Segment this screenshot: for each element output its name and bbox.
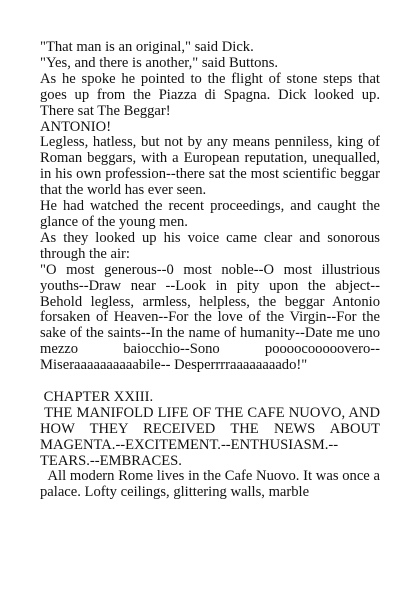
paragraph-watched: He had watched the recent proceedings, and caught the glance of the young men. bbox=[40, 198, 380, 230]
paragraph-legless: Legless, hatless, but not by any means penniless, king of Roman beggars, with a European reputation, unequalled, in his own profession--there sat the most scientific beggar that the world has ever seen. bbox=[40, 134, 380, 199]
document-page bbox=[40, 39, 384, 501]
paragraph-another: "Yes, and there is another," said Buttons. bbox=[40, 54, 279, 71]
paragraph-beggar-plea: "O most generous--0 most noble--O most illustrious youths--Draw near --Look in pity upon the abject--Behold legless, armless, helpless, the beggar Antonio forsaken of Heaven--For the love of the Virgin--For the sake of the saints--In the name of humanity--Date me uno mezzo baiocchio--Sono poooocooooovero--Miseraaaaaaaaaabile-- Desperrrraaaaaaaado!" bbox=[40, 261, 380, 374]
section-gap bbox=[40, 374, 380, 390]
chapter-subtitle: THE MANIFOLD LIFE OF THE CAFE NUOVO, AND HOW THEY RECEIVED THE NEWS ABOUT MAGENTA.--EXCITEMENT.--ENTHUSIASM.--TEARS.--EMBRACES. bbox=[40, 404, 384, 469]
paragraph-voice: As they looked up his voice came clear and sonorous through the air: bbox=[40, 229, 380, 262]
paragraph-antonio: ANTONIO! bbox=[40, 118, 112, 135]
paragraph-original: "That man is an original," said Dick. bbox=[40, 39, 254, 55]
paragraph-cafe-nuovo: All modern Rome lives in the Cafe Nuovo. It was once a palace. Lofty ceilings, glittering walls, marble bbox=[40, 468, 384, 501]
paragraph-stone-steps: As he spoke he pointed to the flight of stone steps that goes up from the Piazza di Spagna. Dick looked up. There sat The Beggar! bbox=[40, 70, 380, 119]
chapter-heading: CHAPTER XXIII. bbox=[40, 388, 154, 405]
